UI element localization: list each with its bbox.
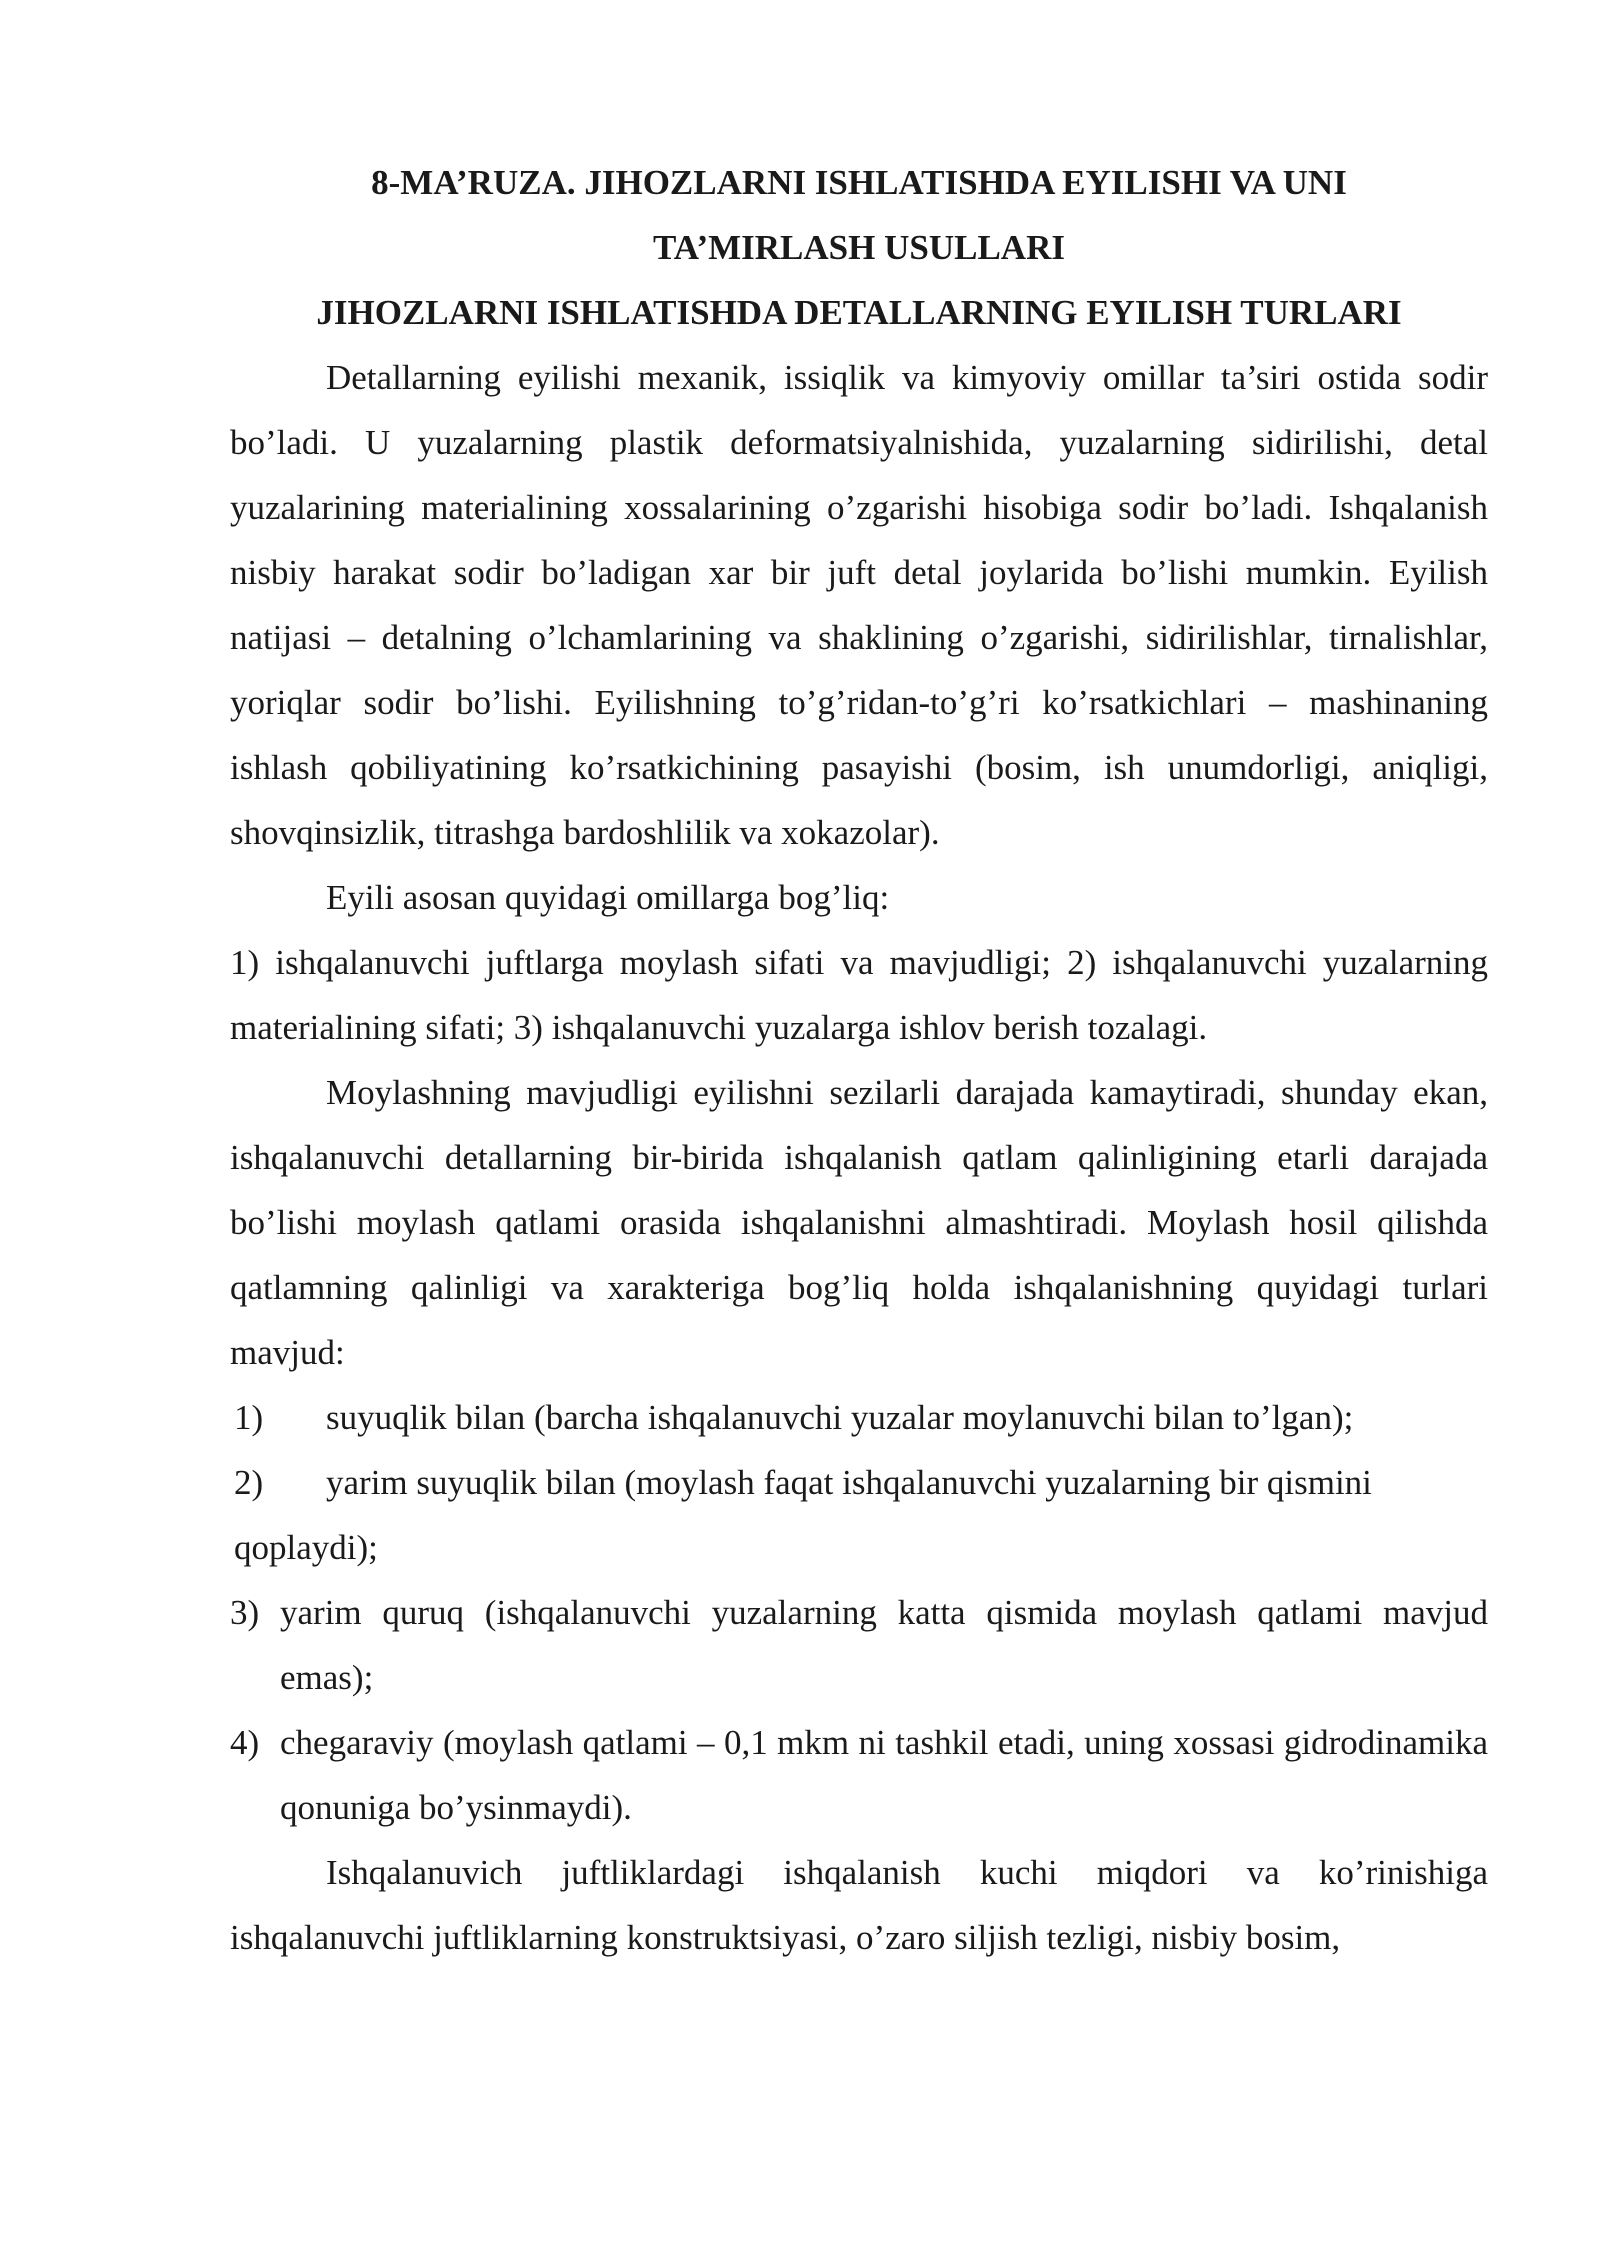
list-item-text: chegaraviy (moylash qatlami – 0,1 mkm ni tashkil etadi, uning xossasi gidrodinamika qonuniga bo’ysinmaydi).: [280, 1723, 1488, 1827]
list-item-number: 4): [230, 1723, 260, 1762]
list-item-text: suyuqlik bilan (barcha ishqalanuvchi yuzalar moylanuvchi bilan to’lgan);: [326, 1398, 1354, 1437]
list-item-continuation: qoplaydi);: [234, 1528, 378, 1567]
list-item: [230, 1385, 1488, 1450]
lecture-title: 8-MA’RUZA. JIHOZLARNI ISHLATISHDA EYILISHI VA UNI: [371, 163, 1347, 202]
paragraph-lubrication: Moylashning mavjudligi eyilishni sezilarli darajada kamaytiradi, shunday ekan, ishqalanuvchi detallarning bir-birida ishqalanish qatlam qalinligining etarli darajada bo’lishi moylash qatlami orasida ishqalanishni almashtiradi. Moylash hosil qilishda qatlamning qalinligi va xarakteriga bog’liq holda ishqalanishning quyidagi turlari mavjud:: [230, 1073, 1488, 1372]
paragraph-factors-list: 1) ishqalanuvchi juftlarga moylash sifati va mavjudligi; 2) ishqalanuvchi yuzalarning materialining sifati; 3) ishqalanuvchi yuzalarga ishlov berish tozalagi.: [230, 943, 1488, 1047]
list-item-text: yarim suyuqlik bilan (moylash faqat ishqalanuvchi yuzalarning bir qismini: [326, 1463, 1372, 1502]
list-item: [230, 1710, 1488, 1840]
list-item: [230, 1580, 1488, 1710]
paragraph-factors-intro: Eyili asosan quyidagi omillarga bog’liq:: [326, 878, 890, 917]
paragraph-friction-force: Ishqalanuvich juftliklardagi ishqalanish kuchi miqdori va ko’rinishiga ishqalanuvchi juftliklarning konstruktsiyasi, o’zaro siljish tezligi, nisbiy bosim,: [230, 1853, 1488, 1957]
lecture-title-continued: TA’MIRLASH USULLARI: [653, 228, 1065, 267]
section-heading: JIHOZLARNI ISHLATISHDA DETALLARNING EYILISH TURLARI: [316, 293, 1402, 332]
list-item-number: 3): [230, 1593, 260, 1632]
list-item-text: yarim quruq (ishqalanuvchi yuzalarning katta qismida moylash qatlami mavjud emas);: [280, 1593, 1488, 1697]
list-item: [230, 1450, 1488, 1580]
list-item-number: 1): [234, 1398, 264, 1437]
friction-types-list-b: [230, 1580, 1488, 1840]
friction-types-list-a: [230, 1385, 1488, 1580]
document-page: [230, 150, 1488, 1970]
paragraph-wear-definition: Detallarning eyilishi mexanik, issiqlik va kimyoviy omillar ta’siri ostida sodir bo’ladi. U yuzalarning plastik deformatsiyalnishida, yuzalarning sidirilishi, detal yuzalarining materialining xossalarining o’zgarishi hisobiga sodir bo’ladi. Ishqalanish nisbiy harakat sodir bo’ladigan xar bir juft detal joylarida bo’lishi mumkin. Eyilish natijasi – detalning o’lchamlarining va shaklining o’zgarishi, sidirilishlar, tirnalishlar, yoriqlar sodir bo’lishi. Eyilishning to’g’ridan-to’g’ri ko’rsatkichlari – mashinaning ishlash qobiliyatining ko’rsatkichining pasayishi (bosim, ish unumdorligi, aniqligi, shovqinsizlik, titrashga bardoshlilik va xokazolar).: [230, 358, 1488, 852]
list-item-number: 2): [234, 1463, 264, 1502]
